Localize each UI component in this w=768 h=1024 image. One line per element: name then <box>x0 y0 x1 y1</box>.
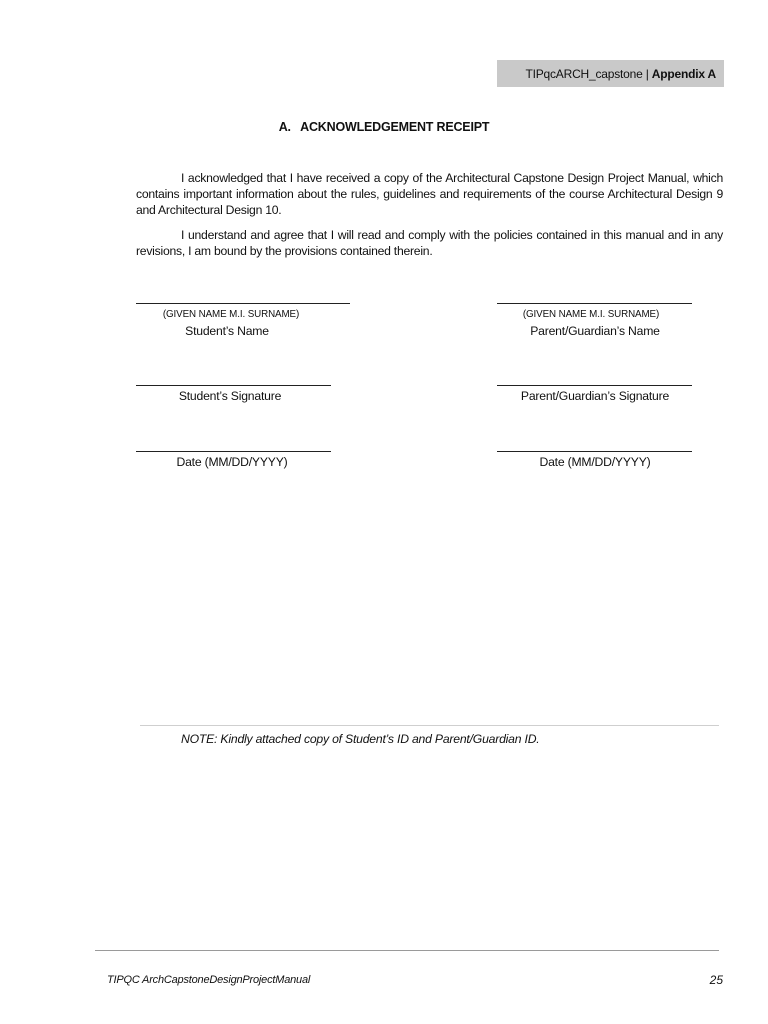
student-signature-label: Student’s Signature <box>178 389 282 403</box>
paragraph-acknowledgement: I acknowledged that I have received a copy of the Architectural Capstone Design Project Manual, which contains important information about the rules, guidelines and requirements of the course Architectural Design 9 and Architectural Design 10. <box>136 171 723 217</box>
header-tag <box>497 60 724 87</box>
student-name-line[interactable] <box>136 303 350 304</box>
section-title: A. ACKNOWLEDGEMENT RECEIPT <box>278 120 490 134</box>
header-appendix: Appendix A <box>651 66 716 81</box>
student-signature-line[interactable] <box>136 385 331 386</box>
student-name-format: (GIVEN NAME M.I. SURNAME) <box>162 309 300 320</box>
student-date-line[interactable] <box>136 451 331 452</box>
note-divider <box>140 725 719 726</box>
parent-name-line[interactable] <box>497 303 692 304</box>
parent-date-label: Date (MM/DD/YYYY) <box>539 455 651 469</box>
footer-divider <box>95 950 719 951</box>
header-prefix: TIPqcARCH_capstone <box>525 66 643 81</box>
parent-signature-line[interactable] <box>497 385 692 386</box>
student-date-label: Date (MM/DD/YYYY) <box>176 455 288 469</box>
student-name-label: Student’s Name <box>185 324 269 338</box>
header-separator: | <box>642 66 652 81</box>
footer-manual-name: TIPQC ArchCapstoneDesignProjectManual <box>107 974 311 986</box>
parent-name-format: (GIVEN NAME M.I. SURNAME) <box>522 309 660 320</box>
parent-date-line[interactable] <box>497 451 692 452</box>
parent-signature-label: Parent/Guardian’s Signature <box>520 389 670 403</box>
parent-name-label: Parent/Guardian’s Name <box>530 324 660 338</box>
note-text: NOTE: Kindly attached copy of Student’s ID and Parent/Guardian ID. <box>181 732 540 746</box>
footer-page-number: 25 <box>709 973 723 987</box>
paragraph-agreement: I understand and agree that I will read and comply with the policies contained in this manual and in any revisions, I am bound by the provisions contained therein. <box>136 228 723 258</box>
